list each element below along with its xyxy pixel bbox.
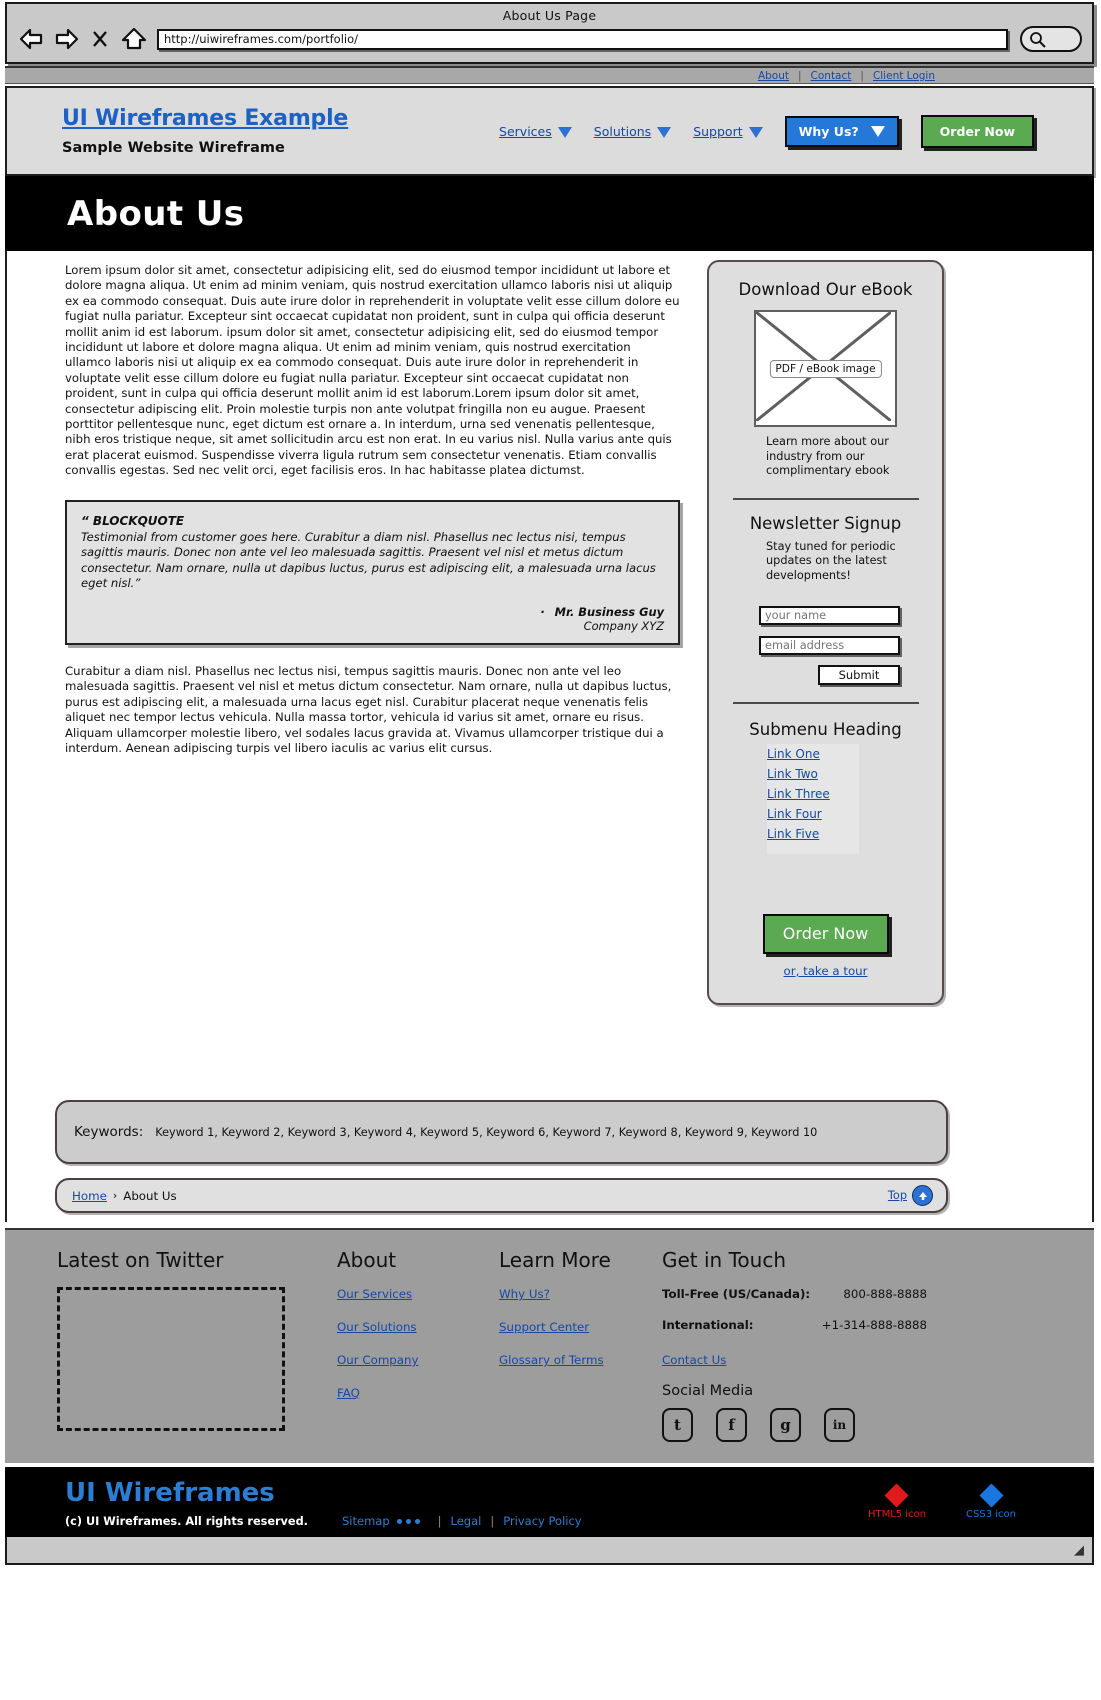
nav-label: Support — [693, 123, 743, 139]
article-body — [65, 263, 680, 757]
footer-column-twitter — [57, 1248, 337, 1442]
forward-arrow-icon[interactable] — [51, 26, 81, 52]
footer-link-glossary[interactable]: Glossary of Terms — [499, 1353, 604, 1367]
utility-divider: | — [797, 69, 802, 82]
order-now-button-header[interactable]: Order Now — [921, 115, 1034, 148]
tollfree-label: Toll-Free (US/Canada): — [662, 1287, 811, 1301]
international-label: International: — [662, 1318, 754, 1332]
tollfree-line — [662, 1287, 982, 1301]
newsletter-email-input[interactable] — [759, 636, 900, 655]
sitemap-dots-icon — [397, 1519, 420, 1524]
css3-badge — [966, 1487, 1016, 1520]
get-in-touch-heading: Get in Touch — [662, 1248, 786, 1272]
back-to-top-label: Top — [887, 1189, 907, 1202]
keywords-values: Keyword 1, Keyword 2, Keyword 3, Keyword 4, Keyword 5, Keyword 6, Keyword 7, Keyword 8, Keyword 9, Keyword 10 — [155, 1125, 818, 1139]
copyright-text: (c) UI Wireframes. All rights reserved. — [65, 1515, 308, 1528]
chevron-down-icon — [871, 126, 885, 137]
facebook-icon[interactable]: f — [716, 1408, 747, 1442]
back-arrow-icon[interactable] — [17, 26, 47, 52]
article-paragraph-2: Curabitur a diam nisl. Phasellus nec lectus nisi, tempus sagittis mauris. Donec non ante vel leo malesuada sagittis. Praesent vel nisl et metus dictum consectetur. Nam ornare, nulla ut dapibus luctus, purus est adipiscing elit, a malesuada urna lacus eget nisl. Curabitur placerat neque venenatis felis aliquet nec tempor lectus vehicula. Nulla massa tortor, vehicula id varius sit amet, ornare eu risus. Aliquam ullamcorper molestie libero, vel sodales lacus gravida at. Vivamus ullamcorper tristique dui a interdum. Aenean adipiscing turpis vel libero iaculis ac varius elit cursus. — [65, 664, 672, 756]
html5-badge — [868, 1487, 926, 1520]
search-magnifier-icon — [1029, 31, 1046, 48]
ebook-heading: Download Our eBook — [738, 280, 913, 299]
submenu-link-one[interactable]: Link One — [767, 746, 820, 761]
newsletter-submit-button[interactable]: Submit — [818, 665, 900, 685]
breadcrumb-current: About Us — [123, 1188, 177, 1203]
bottom-link-legal[interactable]: Legal — [450, 1514, 482, 1528]
tech-badges — [868, 1487, 1016, 1520]
breadcrumb-home-link[interactable]: Home — [72, 1188, 107, 1203]
home-icon[interactable] — [119, 26, 149, 52]
footer-link-contact-us[interactable]: Contact Us — [662, 1353, 727, 1367]
page-title-banner — [5, 176, 1094, 251]
blockquote-attribution — [81, 605, 664, 633]
nav-label: Solutions — [593, 123, 652, 139]
footer-column-contact — [662, 1248, 982, 1442]
tollfree-value: 800-888-8888 — [843, 1287, 927, 1301]
footer-columns — [5, 1230, 1094, 1442]
breadcrumb — [55, 1178, 948, 1213]
brand-title-link[interactable]: UI Wireframes Example — [62, 106, 349, 131]
footer-link-our-solutions[interactable]: Our Solutions — [337, 1320, 417, 1334]
site-header — [5, 86, 1094, 176]
newsletter-name-input[interactable] — [759, 606, 900, 625]
newsletter-heading: Newsletter Signup — [749, 513, 902, 533]
bottom-link-sitemap[interactable]: Sitemap — [342, 1514, 390, 1528]
content-area — [5, 251, 1094, 1222]
blockquote-heading-text: BLOCKQUOTE — [92, 513, 185, 528]
why-us-label: Why Us? — [798, 123, 859, 139]
submenu-link-four[interactable]: Link Four — [767, 806, 822, 821]
international-line — [662, 1318, 982, 1332]
bottom-links — [342, 1514, 582, 1528]
bottom-link-privacy[interactable]: Privacy Policy — [503, 1514, 582, 1528]
attribution-bullet: · — [540, 605, 545, 620]
site-footer — [5, 1228, 1094, 1463]
nav-item-solutions[interactable] — [594, 124, 671, 139]
twitter-feed-placeholder — [57, 1287, 285, 1431]
blockquote-heading — [81, 514, 664, 528]
bottom-brand: UI Wireframes — [65, 1478, 275, 1508]
ebook-image-label: PDF / eBook image — [769, 360, 881, 378]
footer-column-about — [337, 1248, 499, 1442]
utility-link-client-login[interactable]: Client Login — [872, 69, 935, 82]
order-now-button-sidebar[interactable]: Order Now — [763, 914, 889, 954]
nav-item-services[interactable] — [499, 124, 572, 139]
brand-block — [62, 106, 348, 156]
utility-link-about[interactable]: About — [757, 69, 789, 82]
attribution-company: Company XYZ — [583, 619, 664, 634]
back-to-top-link[interactable] — [888, 1185, 933, 1206]
browser-toolbar — [7, 26, 1092, 52]
sidebar — [707, 260, 944, 1005]
close-x-icon[interactable] — [85, 26, 115, 52]
submenu-link-five[interactable]: Link Five — [767, 826, 820, 841]
linkedin-icon[interactable]: in — [824, 1408, 855, 1442]
learn-more-heading: Learn More — [499, 1248, 611, 1272]
attribution-name: Mr. Business Guy — [554, 605, 664, 620]
sidebar-divider — [733, 498, 919, 500]
url-input[interactable] — [157, 29, 1008, 50]
nav-label: Services — [499, 123, 552, 139]
ebook-image-placeholder[interactable] — [754, 310, 897, 427]
social-icon-row — [662, 1408, 982, 1442]
footer-link-faq[interactable]: FAQ — [337, 1386, 360, 1400]
chevron-down-icon — [749, 127, 763, 138]
breadcrumb-separator-icon: › — [112, 1189, 118, 1202]
social-media-heading: Social Media — [662, 1383, 754, 1399]
bottom-link-divider: | — [437, 1514, 442, 1528]
sidebar-divider — [733, 702, 919, 704]
submenu-link-list — [767, 744, 859, 854]
footer-link-support-center[interactable]: Support Center — [499, 1320, 590, 1334]
footer-link-why-us[interactable]: Why Us? — [499, 1287, 550, 1301]
google-plus-icon[interactable]: g — [770, 1408, 801, 1442]
international-value: +1-314-888-8888 — [821, 1318, 927, 1332]
css3-diamond-icon — [979, 1483, 1003, 1507]
chevron-down-icon — [558, 127, 572, 138]
brand-subtitle: Sample Website Wireframe — [62, 140, 285, 156]
twitter-heading: Latest on Twitter — [57, 1248, 224, 1272]
why-us-button[interactable] — [785, 116, 899, 147]
browser-status-bar — [5, 1537, 1094, 1565]
blockquote-testimonial — [65, 500, 680, 645]
page-title: About Us — [67, 193, 245, 234]
utility-link-contact[interactable]: Contact — [810, 69, 852, 82]
css3-label: CSS3 icon — [966, 1509, 1016, 1520]
arrow-up-circle-icon — [912, 1185, 933, 1206]
footer-column-learn-more — [499, 1248, 662, 1442]
footer-link-our-company[interactable]: Our Company — [337, 1353, 419, 1367]
resize-grip-icon[interactable]: ◢ — [1074, 1543, 1084, 1558]
footer-link-our-services[interactable]: Our Services — [337, 1287, 413, 1301]
main-nav — [499, 115, 1092, 148]
html5-diamond-icon — [885, 1483, 909, 1507]
quote-mark-icon: “ — [81, 513, 89, 528]
nav-item-support[interactable] — [693, 124, 762, 139]
keywords-label: Keywords: — [74, 1124, 144, 1140]
browser-window — [5, 2, 1094, 64]
html5-label: HTML5 icon — [867, 1509, 927, 1520]
blockquote-text: Testimonial from customer goes here. Curabitur a diam nisl. Phasellus nec lectus nisi, tempus sagittis mauris. Donec non ante vel leo malesuada sagittis. Praesent vel nisl et metus dictum consectetur. Nam ornare, nulla ut dapibus luctus, purus est adipiscing elit, a malesuada urna lacus eget nisl.” — [81, 529, 656, 591]
utility-nav — [5, 66, 1094, 84]
browser-search-box[interactable] — [1020, 26, 1082, 52]
submenu-link-three[interactable]: Link Three — [767, 786, 830, 801]
twitter-icon[interactable]: t — [662, 1408, 693, 1442]
chevron-down-icon — [657, 127, 671, 138]
bottom-bar — [5, 1467, 1094, 1537]
utility-divider: | — [860, 69, 864, 82]
browser-title-bar: About Us Page — [502, 8, 597, 23]
about-heading: About — [337, 1248, 397, 1272]
submenu-link-two[interactable]: Link Two — [767, 766, 818, 781]
url-text: http://uiwireframes.com/portfolio/ — [164, 32, 359, 46]
article-paragraph-1: Lorem ipsum dolor sit amet, consectetur adipisicing elit, sed do eiusmod tempor incididunt ut labore et dolore magna aliqua. Ut enim ad minim veniam, quis nostrud exercitation ullamco laboris nisi ut aliquip ex ea commodo consequat. Duis aute irure dolor in reprehenderit in voluptate velit esse cillum dolore eu fugiat nulla pariatur. Excepteur sint occaecat cupidatat non proident, sunt in culpa qui officia deserunt mollit anim id est laborum. ipsum dolor sit amet, consectetur adipisicing elit, sed do eiusmod tempor incididunt ut labore et dolore magna aliqua. Ut enim ad minim veniam, quis nostrud exercitation ullamco laboris nisi ut aliquip ex ea commodo consequat. Duis aute irure dolor in reprehenderit in voluptate velit esse cillum dolore eu fugiat nulla pariatur. Excepteur sint occaecat cupidatat non proident, sunt in culpa qui officia deserunt mollit anim id est laborum.Lorem ipsum dolor sit amet, consectetur adipiscing elit. Proin molestie turpis non ante volutpat fringilla non eu augue. Praesent porttitor pellentesque nunc, eget dictum est ornare a. In interdum, urna sed venenatis pellentesque, nibh eros tristique neque, sit amet sollicitudin arcu est non erat. In eu varius nisl. Nulla varius ante quis erat placerat euismod. Suspendisse viverra ligula rutrum sem consectetur venenatis. Etiam convallis convallis egestas. Sed nec velit orci, eget facilisis eros. In hac habitasse platea dictumst. — [65, 263, 680, 478]
submenu-heading: Submenu Heading — [749, 719, 902, 739]
newsletter-description: Stay tuned for periodic updates on the latest developments! — [766, 539, 896, 582]
take-a-tour-link[interactable]: or, take a tour — [783, 963, 868, 978]
bottom-link-divider: | — [490, 1514, 495, 1528]
ebook-caption: Learn more about our industry from our complimentary ebook — [766, 435, 890, 478]
keywords-bar — [55, 1100, 948, 1164]
